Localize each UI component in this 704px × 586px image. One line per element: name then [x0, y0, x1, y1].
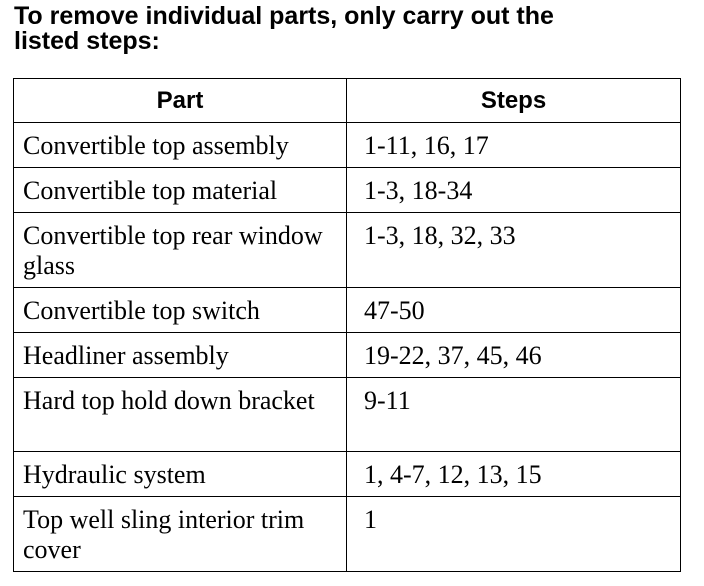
- table-row: [14, 333, 681, 378]
- table-row: [14, 452, 681, 497]
- table-row: [14, 168, 681, 213]
- part-cell: Convertible top material: [14, 168, 347, 213]
- steps-cell: 1-3, 18, 32, 33: [347, 213, 681, 288]
- table-row: [14, 123, 681, 168]
- part-cell: Headliner assembly: [14, 333, 347, 378]
- table-row: [14, 378, 681, 452]
- table-row: [14, 288, 681, 333]
- steps-cell: 1, 4-7, 12, 13, 15: [347, 452, 681, 497]
- instruction-heading-line-1: To remove individual parts, only carry out the: [14, 2, 554, 30]
- steps-cell: 19-22, 37, 45, 46: [347, 333, 681, 378]
- steps-cell: 1: [347, 497, 681, 572]
- part-cell: Top well sling interior trim cover: [14, 497, 347, 572]
- part-cell: Hydraulic system: [14, 452, 347, 497]
- parts-steps-table: [13, 78, 681, 572]
- steps-cell: 47-50: [347, 288, 681, 333]
- column-header-part: Part: [14, 79, 347, 123]
- table-row: [14, 497, 681, 572]
- steps-cell: 9-11: [347, 378, 681, 452]
- table-row: [14, 213, 681, 288]
- part-cell: Hard top hold down bracket: [14, 378, 347, 452]
- part-cell: Convertible top assembly: [14, 123, 347, 168]
- part-cell: Convertible top switch: [14, 288, 347, 333]
- steps-cell: 1-3, 18-34: [347, 168, 681, 213]
- part-cell: Convertible top rear window glass: [14, 213, 347, 288]
- steps-cell: 1-11, 16, 17: [347, 123, 681, 168]
- table-header-row: [14, 79, 681, 123]
- column-header-steps: Steps: [347, 79, 681, 123]
- instruction-heading: [14, 4, 694, 54]
- instruction-heading-line-2: listed steps:: [14, 27, 160, 55]
